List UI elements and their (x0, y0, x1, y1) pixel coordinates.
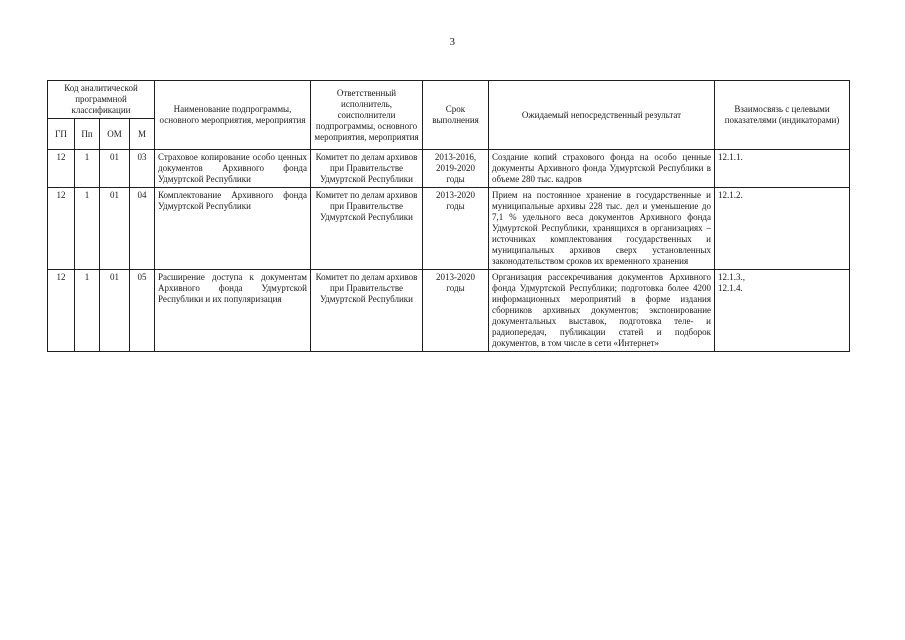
cell-name: Страховое копирование особо ценных документов Архивного фонда Удмуртской Республики (155, 150, 311, 188)
cell-gp: 12 (48, 150, 75, 188)
table-row (48, 188, 850, 270)
cell-name: Расширение доступа к документам Архивного фонда Удмуртской Республики и их популяризация (155, 270, 311, 352)
cell-pp: 1 (75, 270, 100, 352)
cell-responsible: Комитет по делам архивов при Правительстве Удмуртской Республики (311, 150, 423, 188)
header-gp: ГП (48, 119, 75, 150)
cell-term: 2013-2016, 2019-2020 годы (423, 150, 489, 188)
cell-om: 01 (100, 270, 130, 352)
cell-m: 04 (130, 188, 155, 270)
indicator-code: 12.1.2. (718, 190, 743, 200)
header-pp: Пп (75, 119, 100, 150)
cell-term: 2013-2020 годы (423, 270, 489, 352)
header-responsible: Ответственный исполнитель, соисполнители подпрограммы, основного мероприятия, мероприятия (311, 81, 423, 150)
header-indicators: Взаимосвязь с целевыми показателями (индикаторами) (715, 81, 850, 150)
header-code-group: Код аналитической программной классификации (48, 81, 155, 119)
cell-gp: 12 (48, 270, 75, 352)
cell-responsible: Комитет по делам архивов при Правительстве Удмуртской Республики (311, 270, 423, 352)
cell-result: Создание копий страхового фонда на особо ценные документы Архивного фонда Удмуртской Республики в объеме 280 тыс. кадров (489, 150, 715, 188)
table-row (48, 270, 850, 352)
indicator-code: 12.1.3., (718, 272, 745, 282)
cell-responsible: Комитет по делам архивов при Правительстве Удмуртской Республики (311, 188, 423, 270)
cell-m: 03 (130, 150, 155, 188)
header-m: М (130, 119, 155, 150)
cell-m: 05 (130, 270, 155, 352)
cell-result: Прием на постоянное хранение в государственные и муниципальные архивы 228 тыс. дел и уменьшение до 7,1 % удельного веса документов Архивного фонда Удмуртской Республики, хранящихся в организациях – источниках комплектования государственных и муниципальных архивов сверх установленных законодательством сроков их временного хранения (489, 188, 715, 270)
header-term: Срок выполнения (423, 81, 489, 150)
table-row (48, 150, 850, 188)
header-name: Наименование подпрограммы, основного мероприятия, мероприятия (155, 81, 311, 150)
header-row-main (48, 81, 850, 119)
header-om: ОМ (100, 119, 130, 150)
indicator-code: 12.1.1. (718, 152, 743, 162)
cell-gp: 12 (48, 188, 75, 270)
cell-om: 01 (100, 150, 130, 188)
page-number: 3 (449, 36, 456, 48)
cell-term: 2013-2020 годы (423, 188, 489, 270)
indicator-code: 12.1.4. (718, 283, 743, 293)
header-result: Ожидаемый непосредственный результат (489, 81, 715, 150)
cell-pp: 1 (75, 188, 100, 270)
cell-indicators (715, 188, 850, 270)
program-table (47, 80, 850, 352)
cell-result: Организация рассекречивания документов Архивного фонда Удмуртской Республики; подготовка более 4200 информационных мероприятий в форме издания сборников архивных документов; экспонирование документальных выставок, подготовка теле- и радиопередач, публикации статей и подборок документов, в том числе в сети «Интернет» (489, 270, 715, 352)
cell-om: 01 (100, 188, 130, 270)
cell-pp: 1 (75, 150, 100, 188)
cell-indicators (715, 270, 850, 352)
cell-indicators (715, 150, 850, 188)
cell-name: Комплектование Архивного фонда Удмуртской Республики (155, 188, 311, 270)
